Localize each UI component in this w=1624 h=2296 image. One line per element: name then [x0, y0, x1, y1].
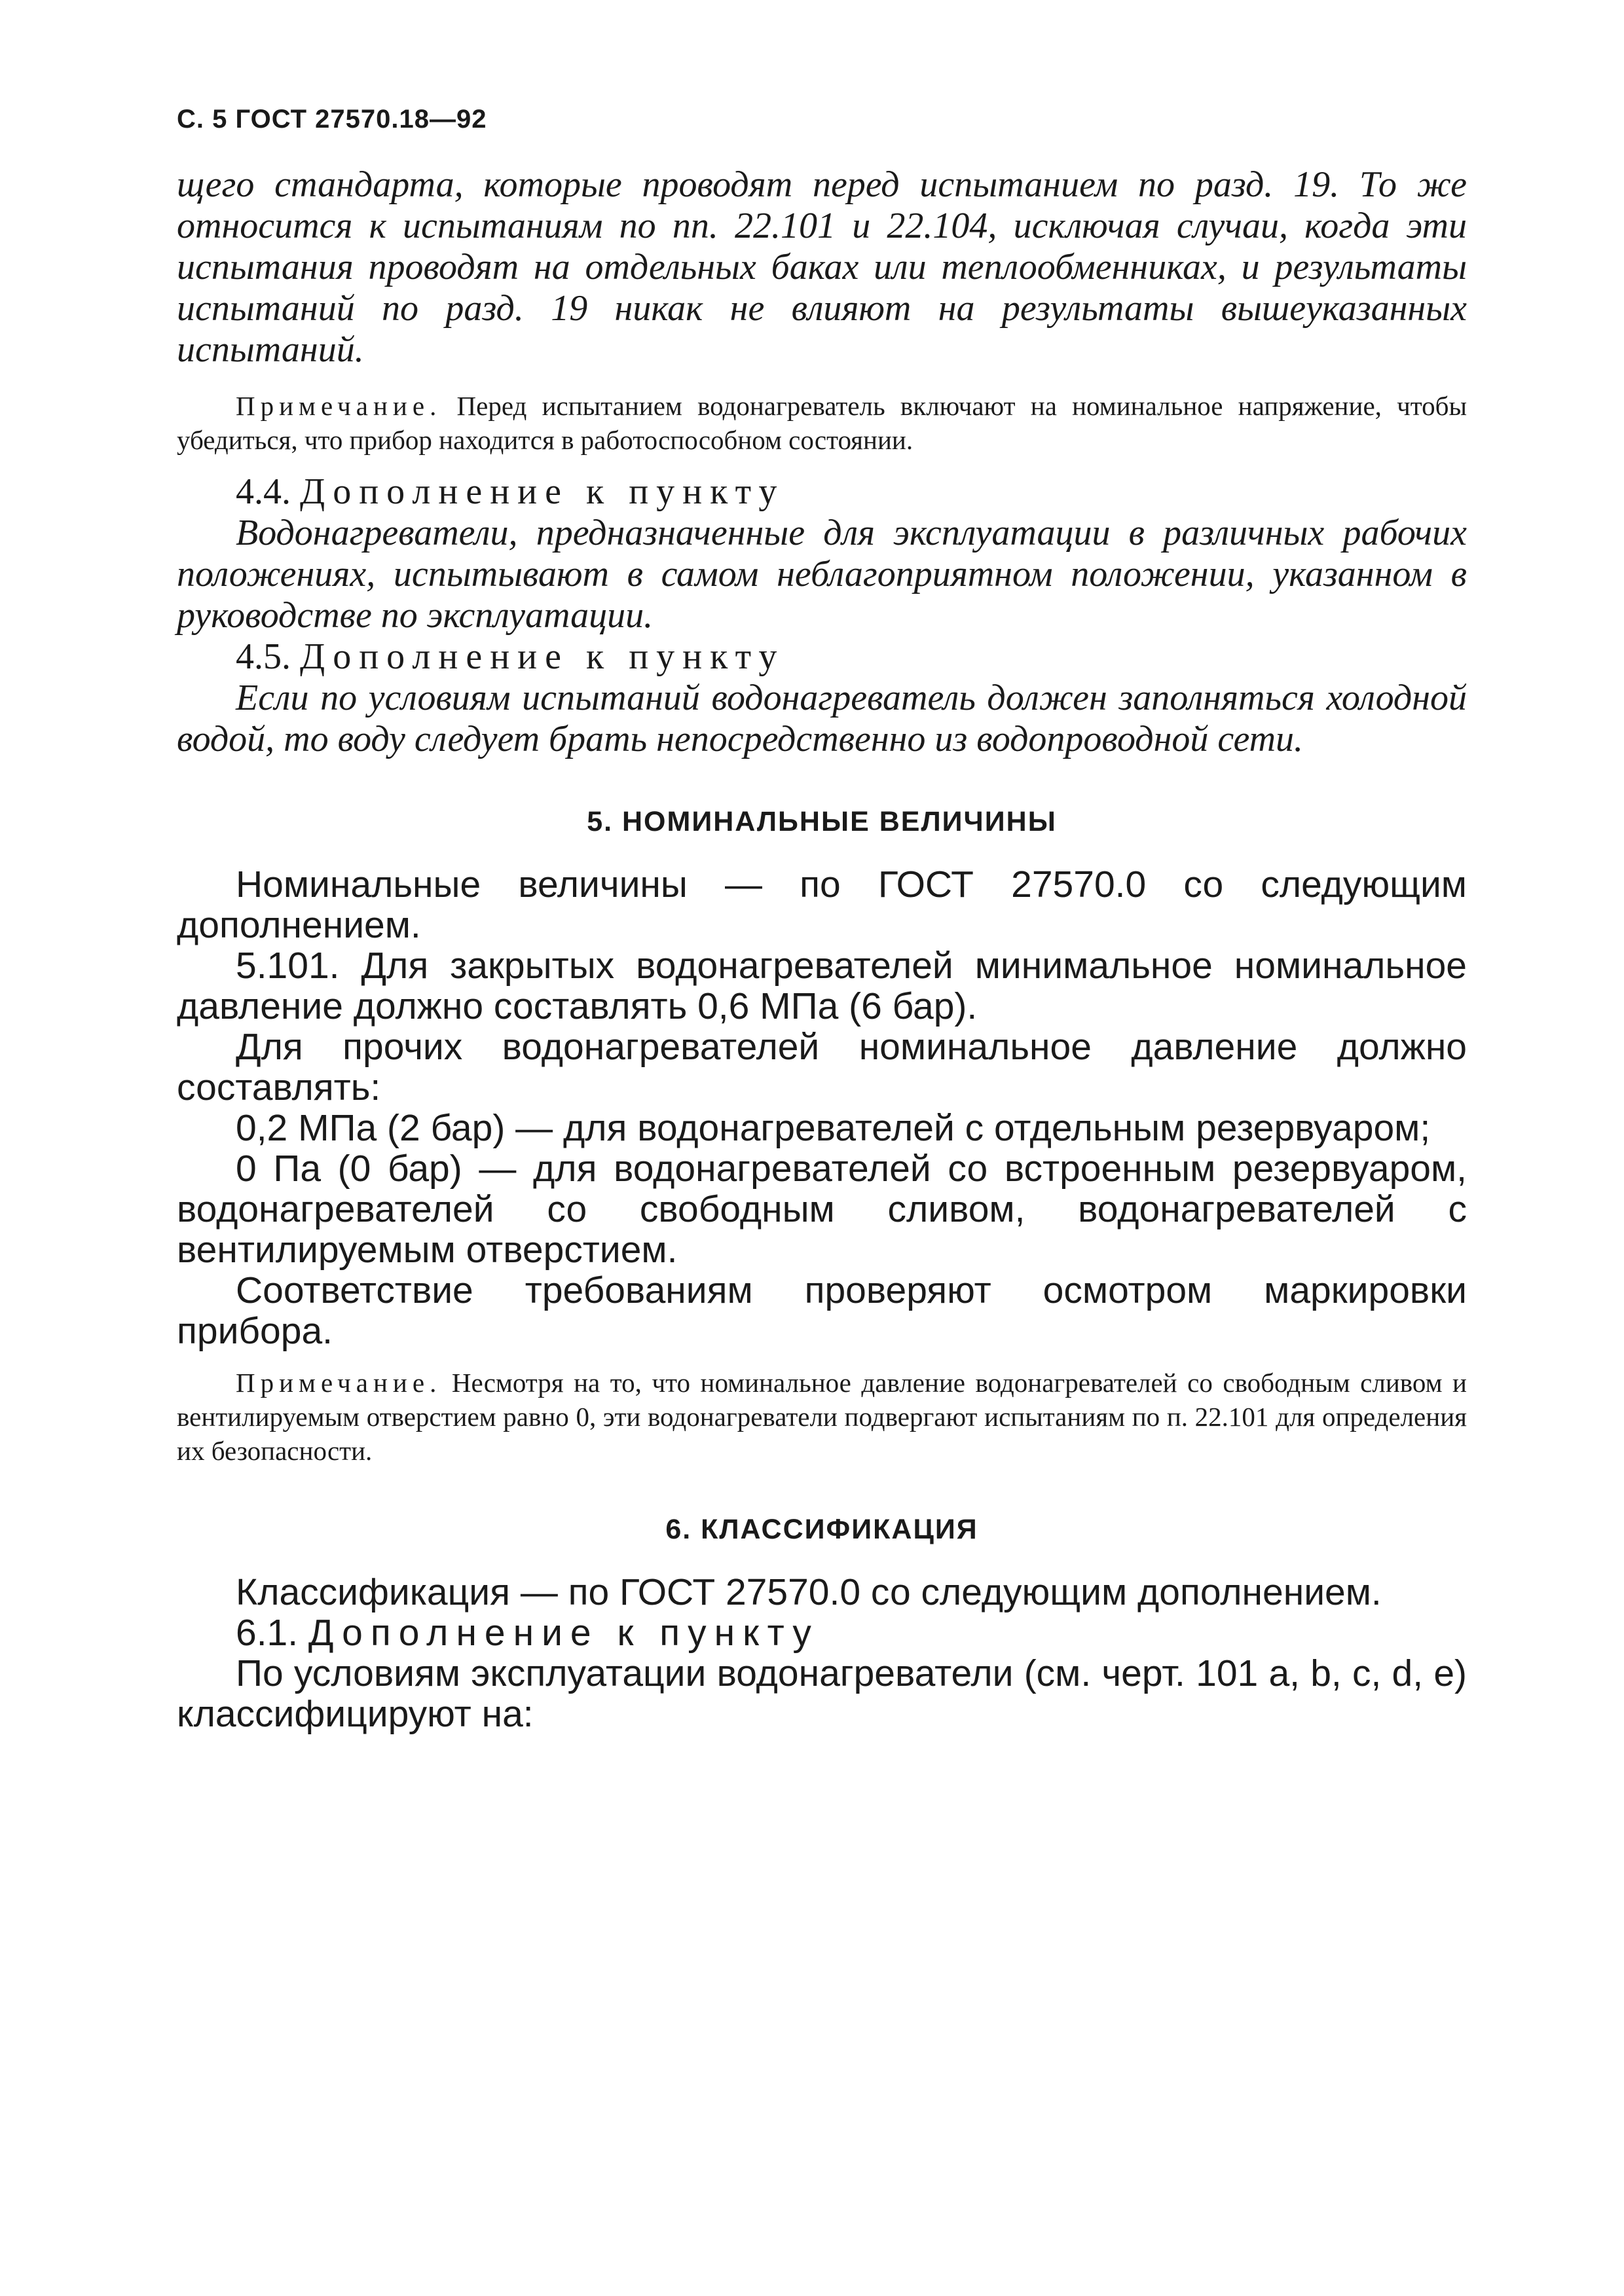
clause-4-5-heading-text: Дополнение к пункту — [300, 636, 785, 677]
clause-6-1-heading — [177, 1613, 1467, 1653]
paragraph-classification: По условиям эксплуатации водонагреватели (см. черт. 101 a, b, c, d, e) классифицируют на: — [177, 1652, 1467, 1735]
section-6-intro: Классификация — по ГОСТ 27570.0 со следующим дополнением. — [236, 1571, 1382, 1613]
clause-4-5-heading — [177, 636, 1467, 678]
section-6-body — [177, 1572, 1467, 1734]
paragraph-5-101: 5.101. Для закрытых водонагревателей минимальное номинальное давление должно составлять 0,6 МПа (6 бар). — [177, 945, 1467, 1027]
note-1 — [177, 389, 1467, 457]
note-1-label: Примечание. — [236, 391, 442, 421]
clause-4-4-number: 4.4. — [236, 471, 291, 512]
paragraph-conformity-check: Соответствие требованиям проверяют осмотром маркировки прибора. — [177, 1269, 1467, 1352]
note-2 — [177, 1366, 1467, 1468]
section-5-intro: Номинальные величины — по ГОСТ 27570.0 со следующим дополнением. — [177, 864, 1467, 946]
section-5-title: 5. НОМИНАЛЬНЫЕ ВЕЛИЧИНЫ — [587, 806, 1057, 837]
note-2-label: Примечание. — [236, 1368, 442, 1398]
clause-4-5-text: Если по условиям испытаний водонагреватель должен заполняться холодной водой, то воду следует брать непосредственно из водопроводной сети. — [177, 678, 1467, 759]
clause-4-4-heading — [177, 471, 1467, 513]
note-2-text: Несмотря на то, что номинальное давление водонагревателей со свободным сливом и вентилируемым отверстием равно 0, эти водонагреватели подвергают испытаниям по п. 22.101 для определения их безопасности. — [177, 1368, 1467, 1466]
page-content — [177, 105, 1467, 1734]
section-6-title: 6. КЛАССИФИКАЦИЯ — [665, 1514, 978, 1545]
clause-4-5-number: 4.5. — [236, 636, 291, 677]
paragraph-0-pa: 0 Па (0 бар) — для водонагревателей со встроенным резервуаром, водонагревателей со свободным сливом, водонагревателей с вентилируемым отверстием. — [177, 1148, 1467, 1271]
page-header: С. 5 ГОСТ 27570.18—92 — [177, 105, 487, 134]
clause-6-1-heading-text: Дополнение к пункту — [308, 1612, 819, 1654]
clause-4-4-text: Водонагреватели, предназначенные для эксплуатации в различных рабочих положениях, испытывают в самом неблагоприятном положении, указанном в руководстве по эксплуатации. — [177, 513, 1467, 636]
paragraph-0-2-mpa: 0,2 МПа (2 бар) — для водонагревателей с отдельным резервуаром; — [236, 1107, 1431, 1149]
note-1-text: Перед испытанием водонагреватель включают на номинальное напряжение, чтобы убедиться, что прибор находится в работоспособном состоянии. — [177, 391, 1467, 455]
clause-6-1-number: 6.1. — [236, 1612, 299, 1654]
clause-4-4-heading-text: Дополнение к пункту — [300, 471, 785, 512]
section-5-body — [177, 864, 1467, 1351]
paragraph-other-heaters: Для прочих водонагревателей номинальное давление должно составлять: — [177, 1026, 1467, 1108]
intro-paragraph: щего стандарта, которые проводят перед испытанием по разд. 19. То же относится к испытаниям по пп. 22.101 и 22.104, исключая случаи, когда эти испытания проводят на отдельных баках или теплообменниках, и результаты испытаний по разд. 19 никак не влияют на результаты вышеуказанных испытаний. — [177, 164, 1467, 370]
